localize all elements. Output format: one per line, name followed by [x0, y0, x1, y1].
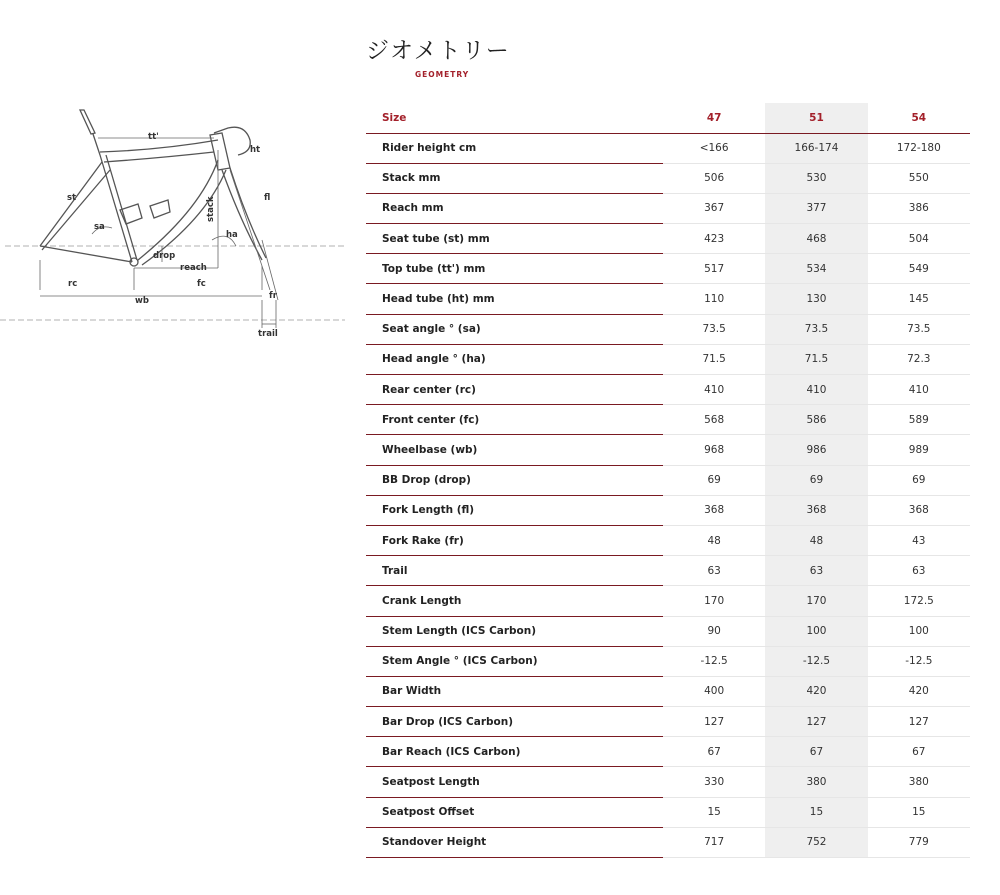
- row-value-size-47: 15: [663, 797, 765, 827]
- row-value-size-54: 779: [868, 827, 970, 857]
- row-label: Reach mm: [366, 193, 663, 223]
- row-value-size-47: 968: [663, 435, 765, 465]
- row-value-size-47: 63: [663, 556, 765, 586]
- row-value-size-54: 72.3: [868, 344, 970, 374]
- row-value-size-51: 380: [765, 767, 867, 797]
- diagram-label-fr: fr: [269, 291, 277, 301]
- table-row: [366, 314, 970, 344]
- row-value-size-54: 380: [868, 767, 970, 797]
- row-value-size-51: 420: [765, 676, 867, 706]
- row-label: Stem Angle ° (ICS Carbon): [366, 646, 663, 676]
- row-value-size-47: 517: [663, 254, 765, 284]
- row-value-size-54: 63: [868, 556, 970, 586]
- diagram-label-tt: tt': [148, 132, 159, 142]
- row-label: Front center (fc): [366, 405, 663, 435]
- row-value-size-54: 73.5: [868, 314, 970, 344]
- row-label: Head tube (ht) mm: [366, 284, 663, 314]
- row-value-size-54: 127: [868, 707, 970, 737]
- table-row: [366, 344, 970, 374]
- row-value-size-51: 530: [765, 163, 867, 193]
- diagram-label-fc: fc: [197, 279, 206, 289]
- table-row: [366, 254, 970, 284]
- row-label: Trail: [366, 556, 663, 586]
- row-value-size-54: 172.5: [868, 586, 970, 616]
- row-value-size-47: 330: [663, 767, 765, 797]
- table-row: [366, 767, 970, 797]
- row-label: Standover Height: [366, 827, 663, 857]
- row-label: Fork Rake (fr): [366, 525, 663, 555]
- row-value-size-47: 170: [663, 586, 765, 616]
- row-value-size-54: 15: [868, 797, 970, 827]
- row-value-size-47: 568: [663, 405, 765, 435]
- row-value-size-51: 166-174: [765, 133, 867, 163]
- row-label: Top tube (tt') mm: [366, 254, 663, 284]
- table-row: [366, 616, 970, 646]
- row-label: Bar Width: [366, 676, 663, 706]
- row-value-size-51: 368: [765, 495, 867, 525]
- row-value-size-51: 377: [765, 193, 867, 223]
- row-value-size-54: 386: [868, 193, 970, 223]
- row-value-size-47: 506: [663, 163, 765, 193]
- row-value-size-54: 69: [868, 465, 970, 495]
- row-value-size-51: 130: [765, 284, 867, 314]
- row-value-size-47: 71.5: [663, 344, 765, 374]
- row-value-size-51: 127: [765, 707, 867, 737]
- row-value-size-47: 423: [663, 224, 765, 254]
- table-row: [366, 375, 970, 405]
- row-value-size-51: 69: [765, 465, 867, 495]
- table-row: [366, 646, 970, 676]
- row-value-size-54: 172-180: [868, 133, 970, 163]
- row-value-size-47: 400: [663, 676, 765, 706]
- row-value-size-47: 69: [663, 465, 765, 495]
- table-row: [366, 586, 970, 616]
- row-value-size-51: 410: [765, 375, 867, 405]
- table-row: [366, 737, 970, 767]
- row-value-size-51: 586: [765, 405, 867, 435]
- size-header: Size: [366, 103, 663, 133]
- row-label: Seat angle ° (sa): [366, 314, 663, 344]
- page-subtitle: GEOMETRY: [415, 70, 470, 79]
- row-value-size-51: 15: [765, 797, 867, 827]
- row-value-size-51: 63: [765, 556, 867, 586]
- row-value-size-51: 986: [765, 435, 867, 465]
- row-value-size-51: 73.5: [765, 314, 867, 344]
- row-value-size-47: 90: [663, 616, 765, 646]
- table-row: [366, 163, 970, 193]
- diagram-label-rc: rc: [68, 279, 78, 289]
- row-value-size-51: -12.5: [765, 646, 867, 676]
- row-value-size-54: 145: [868, 284, 970, 314]
- geometry-table-body: [366, 133, 970, 858]
- row-value-size-54: 504: [868, 224, 970, 254]
- diagram-label-st: st: [67, 193, 77, 203]
- diagram-label-ht: ht: [250, 145, 261, 155]
- table-row: [366, 676, 970, 706]
- row-value-size-47: 367: [663, 193, 765, 223]
- table-header-row: [366, 103, 970, 133]
- row-value-size-47: 368: [663, 495, 765, 525]
- row-value-size-51: 67: [765, 737, 867, 767]
- row-label: Head angle ° (ha): [366, 344, 663, 374]
- table-row: [366, 193, 970, 223]
- table-row: [366, 556, 970, 586]
- diagram-label-stack: stack: [206, 196, 216, 222]
- table-row: [366, 284, 970, 314]
- row-label: Seatpost Length: [366, 767, 663, 797]
- row-value-size-47: 410: [663, 375, 765, 405]
- row-value-size-51: 534: [765, 254, 867, 284]
- size-51-header: 51: [765, 103, 867, 133]
- row-value-size-47: 67: [663, 737, 765, 767]
- row-label: BB Drop (drop): [366, 465, 663, 495]
- table-row: [366, 495, 970, 525]
- row-label: Bar Drop (ICS Carbon): [366, 707, 663, 737]
- page-title: ジオメトリー: [366, 38, 510, 64]
- diagram-label-fl: fl: [264, 193, 271, 203]
- row-value-size-54: -12.5: [868, 646, 970, 676]
- size-54-header: 54: [868, 103, 970, 133]
- row-label: Seatpost Offset: [366, 797, 663, 827]
- row-value-size-51: 48: [765, 525, 867, 555]
- row-value-size-47: 73.5: [663, 314, 765, 344]
- table-row: [366, 465, 970, 495]
- table-row: [366, 435, 970, 465]
- table-row: [366, 827, 970, 857]
- row-label: Fork Length (fl): [366, 495, 663, 525]
- diagram-label-ha: ha: [226, 230, 238, 240]
- size-47-header: 47: [663, 103, 765, 133]
- row-value-size-51: 752: [765, 827, 867, 857]
- row-value-size-54: 410: [868, 375, 970, 405]
- row-label: Rear center (rc): [366, 375, 663, 405]
- bike-geometry-diagram: [0, 100, 350, 345]
- row-value-size-47: 127: [663, 707, 765, 737]
- row-label: Stem Length (ICS Carbon): [366, 616, 663, 646]
- table-row: [366, 224, 970, 254]
- row-label: Rider height cm: [366, 133, 663, 163]
- diagram-label-trail: trail: [258, 329, 278, 339]
- table-row: [366, 525, 970, 555]
- row-label: Stack mm: [366, 163, 663, 193]
- table-row: [366, 405, 970, 435]
- row-label: Wheelbase (wb): [366, 435, 663, 465]
- row-value-size-47: 110: [663, 284, 765, 314]
- row-value-size-47: -12.5: [663, 646, 765, 676]
- diagram-label-drop: drop: [153, 251, 176, 261]
- table-row: [366, 797, 970, 827]
- row-value-size-54: 420: [868, 676, 970, 706]
- row-value-size-54: 549: [868, 254, 970, 284]
- row-value-size-54: 589: [868, 405, 970, 435]
- row-label: Crank Length: [366, 586, 663, 616]
- row-value-size-54: 67: [868, 737, 970, 767]
- row-value-size-54: 100: [868, 616, 970, 646]
- row-value-size-51: 100: [765, 616, 867, 646]
- diagram-label-wb: wb: [135, 296, 149, 306]
- row-value-size-47: 48: [663, 525, 765, 555]
- row-value-size-54: 43: [868, 525, 970, 555]
- geometry-table: [366, 103, 970, 858]
- row-label: Seat tube (st) mm: [366, 224, 663, 254]
- row-value-size-54: 989: [868, 435, 970, 465]
- row-label: Bar Reach (ICS Carbon): [366, 737, 663, 767]
- row-value-size-51: 468: [765, 224, 867, 254]
- table-row: [366, 707, 970, 737]
- row-value-size-51: 170: [765, 586, 867, 616]
- row-value-size-47: <166: [663, 133, 765, 163]
- diagram-label-reach: reach: [180, 263, 207, 273]
- table-row: [366, 133, 970, 163]
- row-value-size-47: 717: [663, 827, 765, 857]
- row-value-size-54: 550: [868, 163, 970, 193]
- row-value-size-54: 368: [868, 495, 970, 525]
- row-value-size-51: 71.5: [765, 344, 867, 374]
- diagram-label-sa: sa: [94, 222, 105, 232]
